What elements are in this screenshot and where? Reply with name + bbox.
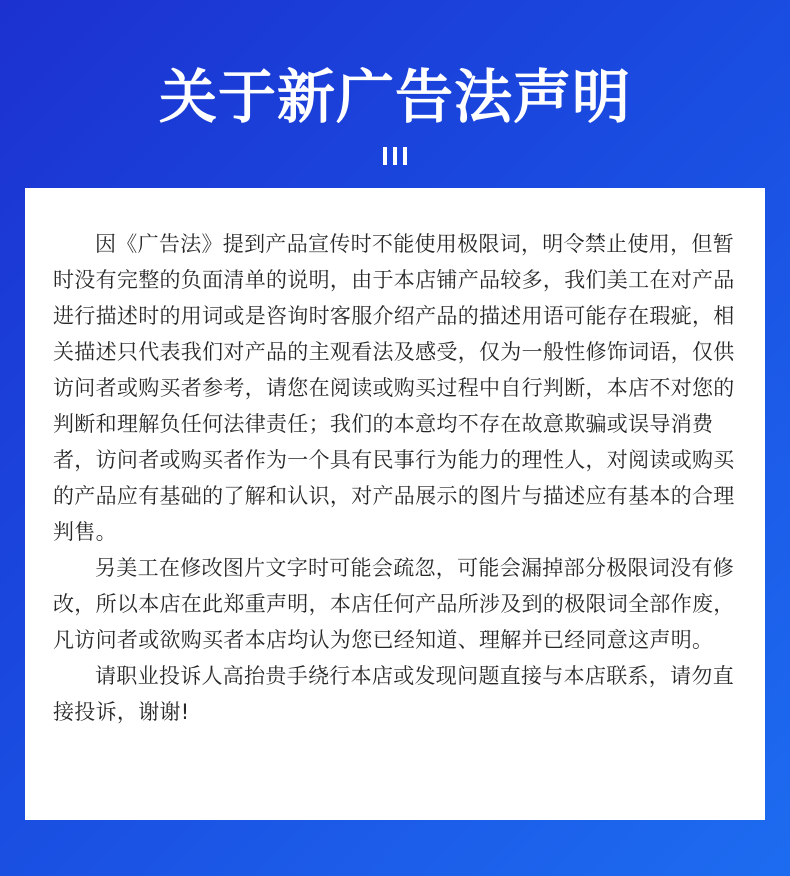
notice-paragraph-1: 因《广告法》提到产品宣传时不能使用极限词，明令禁止使用，但暂时没有完整的负面清单的说明，由于本店铺产品较多，我们美工在对产品进行描述时的用词或是咨询时客服介绍产品的描述用语可能存在瑕疵，相关描述只代表我们对产品的主观看法及感受，仅为一般性修饰词语，仅供访问者或购买者参考，请您在阅读或购买过程中自行判断，本店不对您的判断和理解负任何法律责任；我们的本意均不存在故意欺骗或误导消费者，访问者或购买者作为一个具有民事行为能力的理性人，对阅读或购买的产品应有基础的了解和认识，对产品展示的图片与描述应有基本的合理判售。: [53, 232, 735, 544]
divider-bar: [403, 147, 407, 165]
notice-content: [53, 226, 737, 730]
notice-paragraph-2: 另美工在修改图片文字时可能会疏忽，可能会漏掉部分极限词没有修改，所以本店在此郑重声明，本店任何产品所涉及到的极限词全部作废，凡访问者或欲购买者本店均认为您已经知道、理解并已经同意这声明。: [53, 556, 735, 652]
title-divider-mark: [383, 147, 407, 165]
notice-card: [25, 188, 765, 820]
divider-bar: [383, 147, 387, 165]
page-title: 关于新广告法声明: [158, 63, 631, 131]
notice-paragraph-3: 请职业投诉人高抬贵手绕行本店或发现问题直接与本店联系，请勿直接投诉，谢谢!: [53, 664, 734, 724]
divider-bar: [393, 147, 397, 165]
